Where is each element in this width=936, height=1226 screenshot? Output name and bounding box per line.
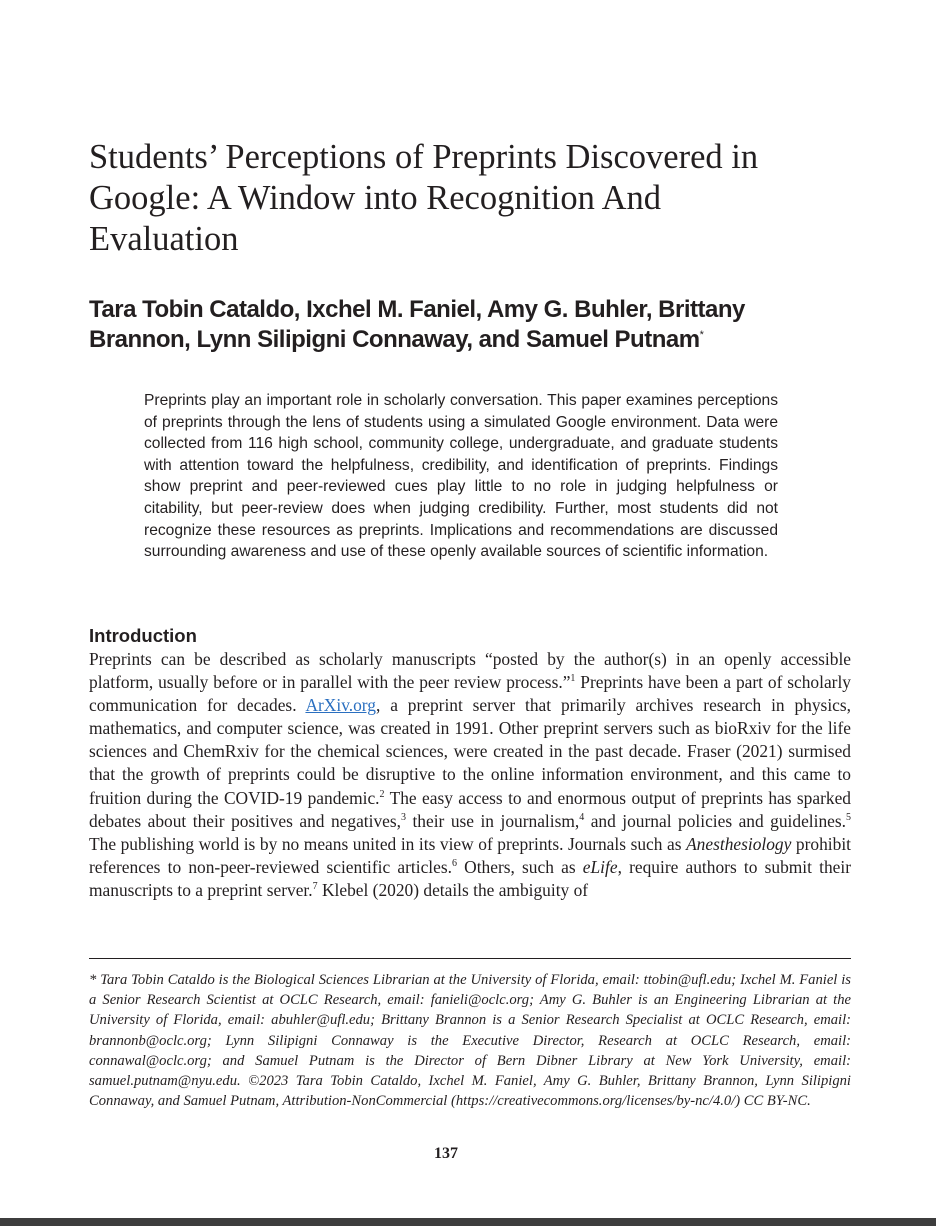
footnote-ref-6[interactable]: 6 — [451, 858, 457, 870]
intro-text-9: Others, such as — [456, 856, 583, 877]
viewer-bottom-bar — [0, 1218, 936, 1226]
footnote-ref-5[interactable]: 5 — [846, 811, 851, 823]
author-note-marker: * — [699, 329, 704, 341]
intro-text-1: Preprints can be described as scholarly manuscripts “posted by the author(s) in an openly accessible platform, usually before or in parallel with the peer review process.” — [89, 649, 851, 693]
intro-text-11: Klebel (2020) details the ambiguity of — [317, 879, 589, 900]
intro-text-4: The easy access to and enormous output of preprints has sparked debates about their positives and negatives, — [89, 787, 851, 831]
footnote-ref-4[interactable]: 4 — [579, 811, 585, 823]
intro-text-8: prohibit references to non-peer-reviewed scientific articles. — [89, 833, 851, 877]
section-heading-introduction: Introduction — [89, 625, 197, 646]
journal-name-elife: eLife — [582, 856, 618, 877]
intro-text-2: Preprints have been a part of scholarly communication for decades. — [89, 672, 851, 716]
page-number: 137 — [434, 1145, 458, 1162]
intro-text-7: The publishing world is by no means united in its view of preprints. Journals such as — [89, 833, 687, 854]
intro-text-10: , require authors to submit their manuscripts to a preprint server. — [89, 856, 852, 900]
footnote-ref-7[interactable]: 7 — [312, 881, 318, 893]
introduction-paragraph — [89, 648, 851, 902]
journal-name-anesthesiology: Anesthesiology — [686, 833, 792, 854]
arxiv-link[interactable]: ArXiv.org — [305, 695, 376, 716]
author-list — [89, 295, 849, 355]
abstract: Preprints play an important role in scholarly conversation. This paper examines perceptions of preprints through the lens of students using a simulated Google environment. Data were collected from 116 high school, community college, undergraduate, and graduate students with attention toward the helpfulness, credibility, and identification of preprints. Findings show preprint and peer-reviewed cues play little to no role in judging helpfulness or citability, but peer-review does when judging credibility. Further, most students did not recognize these resources as preprints. Implications and recommendations are discussed surrounding awareness and use of these openly available sources of scientific information. — [144, 392, 778, 561]
intro-text-6: and journal policies and guidelines. — [584, 810, 846, 831]
footnote-ref-2[interactable]: 2 — [379, 788, 385, 800]
intro-text-5: their use in journalism, — [406, 810, 580, 831]
author-names: Tara Tobin Cataldo, Ixchel M. Faniel, Amy G. Buhler, Brittany Brannon, Lynn Silipigni Connaway, and Samuel Putnam — [89, 296, 745, 353]
footnote-ref-1[interactable]: 1 — [570, 673, 576, 685]
footnote-divider — [89, 958, 851, 959]
paper-title: Students’ Perceptions of Preprints Discovered in Google: A Window into Recognition And Evaluation — [89, 138, 759, 258]
footnote-ref-3[interactable]: 3 — [401, 811, 406, 823]
intro-text-3: , a preprint server that primarily archives research in physics, mathematics, and computer science, was created in 1991. Other preprint servers such as bioRxiv for the life sciences and ChemRxiv for the chemical sciences, were created in the past decade. Fraser (2021) surmised that the growth of preprints could be disruptive to the online information environment, and this came to fruition during the COVID-19 pandemic. — [89, 695, 851, 808]
author-footnote: * Tara Tobin Cataldo is the Biological Sciences Librarian at the University of Florida, email: ttobin@ufl.edu; Ixchel M. Faniel is a Senior Research Scientist at OCLC Research, email: fanieli@oclc.org; Amy G. Buhler is an Engineering Librarian at the University of Florida, email: abuhler@ufl.edu; Brittany Brannon is a Senior Research Specialist at OCLC Research, email: brannonb@oclc.org; Lynn Silipigni Connaway is the Executive Director, Research at OCLC Research, email: connawal@oclc.org; and Samuel Putnam is the Director of Bern Dibner Library at New York University, email: samuel.putnam@nyu.edu. ©2023 Tara Tobin Cataldo, Ixchel M. Faniel, Amy G. Buhler, Brittany Brannon, Lynn Silipigni Connaway, and Samuel Putnam, Attribution-NonCommercial (https://creativecommons.org/licenses/by-nc/4.0/) CC BY-NC. — [89, 972, 851, 1110]
